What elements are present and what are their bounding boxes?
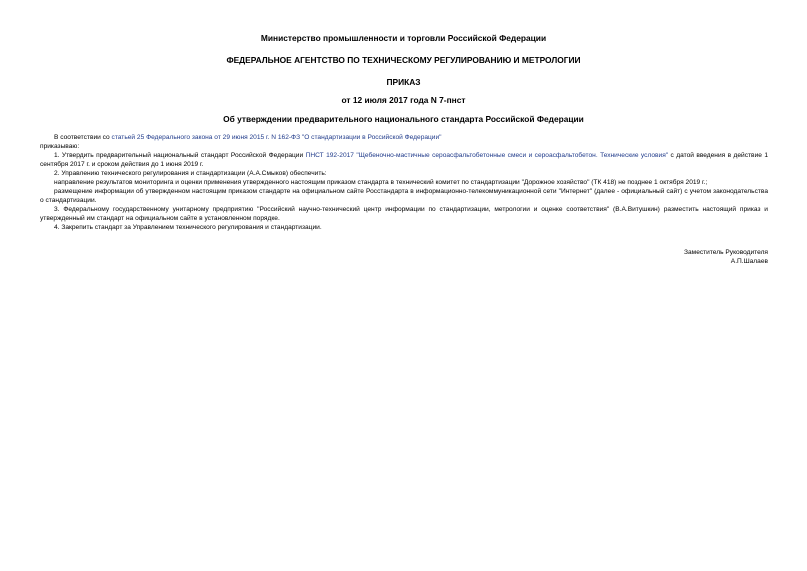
item-3-paragraph: 3. Федеральному государственному унитарному предприятию "Российский научно-технический центр информации по стандартизации, метрологии и оценке соответствия" (В.А.Витушкин) разместить настоящий приказ и утвержденный им стандарт на официальном сайте в установленном порядке. [40,206,768,222]
order-word: приказываю: [40,143,80,150]
federal-law-link[interactable]: статьей 25 Федерального закона от 29 июня 2015 г. N 162-ФЗ "О стандартизации в Российской Федерации" [111,134,442,141]
doc-type-heading: ПРИКАЗ [386,77,421,87]
subject-heading: Об утверждении предварительного национального стандарта Российской Федерации [223,114,584,124]
item-1-paragraph [40,151,768,169]
item-4-paragraph: 4. Закрепить стандарт за Управлением технического регулирования и стандартизации. [54,224,322,231]
item-1-prefix: 1. Утвердить предварительный национальный стандарт Российской Федерации [54,152,306,159]
standard-link[interactable]: ПНСТ 192-2017 "Щебеночно-мастичные сероасфальтобетонные смеси и сероасфальтобетон. Технические условия" [305,152,669,159]
preamble-prefix: В соответствии со [54,134,112,141]
preamble-paragraph [40,133,768,142]
item-2-sub-2: размещение информации об утвержденном настоящим приказом стандарте на официальном сайте Росстандарта в информационно-телекоммуникационной сети "Интернет" (далее - официальный сайт) с учетом законодательства о стандартизации. [40,188,768,204]
date-number-heading: от 12 июля 2017 года N 7-пнст [341,95,466,105]
item-2-intro: 2. Управлению технического регулирования и стандартизации (А.А.Смыков) обеспечить: [54,170,327,177]
item-2-sub-1: направление результатов мониторинга и оценки применения утвержденного настоящим приказом стандарта в технический комитет по стандартизации "Дорожное хозяйство" (ТК 418) не позднее 1 октября 2019 г.; [54,179,708,186]
order-body [40,133,768,232]
item-1-suffix: с датой введения в действие 1 сентября 2017 г. и сроком действия до 1 июня 2019 г. [40,152,768,168]
signatory-name: А.П.Шалаев [730,258,768,265]
signatory-title: Заместитель Руководителя [684,249,768,256]
ministry-heading: Министерство промышленности и торговли Российской Федерации [260,33,547,43]
signature-block [468,248,768,266]
agency-heading: ФЕДЕРАЛЬНОЕ АГЕНТСТВО ПО ТЕХНИЧЕСКОМУ РЕГУЛИРОВАНИЮ И МЕТРОЛОГИИ [226,55,581,65]
